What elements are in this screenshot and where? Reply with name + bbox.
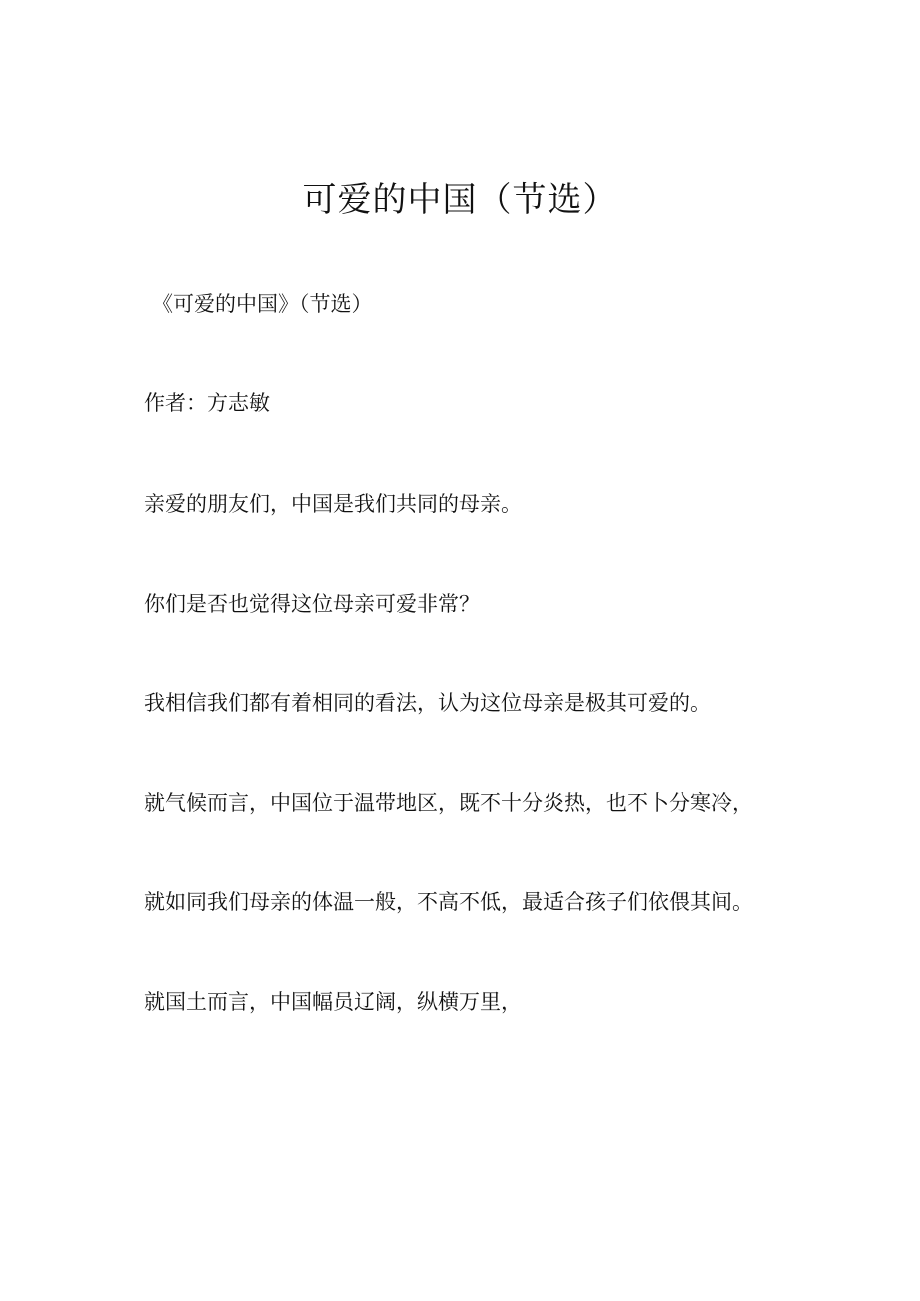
- author-line: 作者：方志敏: [144, 391, 270, 415]
- paragraph: 就气候而言，中国位于温带地区，既不十分炎热，也不卜分寒冷，: [144, 791, 753, 815]
- paragraph: 就如同我们母亲的体温一般，不高不低，最适合孩子们依偎其间。: [144, 890, 753, 914]
- paragraph: 我相信我们都有着相同的看法，认为这位母亲是极其可爱的。: [144, 691, 711, 715]
- document-title: 可爱的中国（节选）: [302, 180, 618, 220]
- document-subtitle: 《可爱的中国》（节选）: [152, 292, 373, 316]
- paragraph: 亲爱的朋友们，中国是我们共同的母亲。: [144, 492, 522, 516]
- paragraph: 就国土而言，中国幅员辽阔，纵横万里，: [144, 990, 522, 1014]
- paragraph: 你们是否也觉得这位母亲可爱非常？: [144, 592, 480, 616]
